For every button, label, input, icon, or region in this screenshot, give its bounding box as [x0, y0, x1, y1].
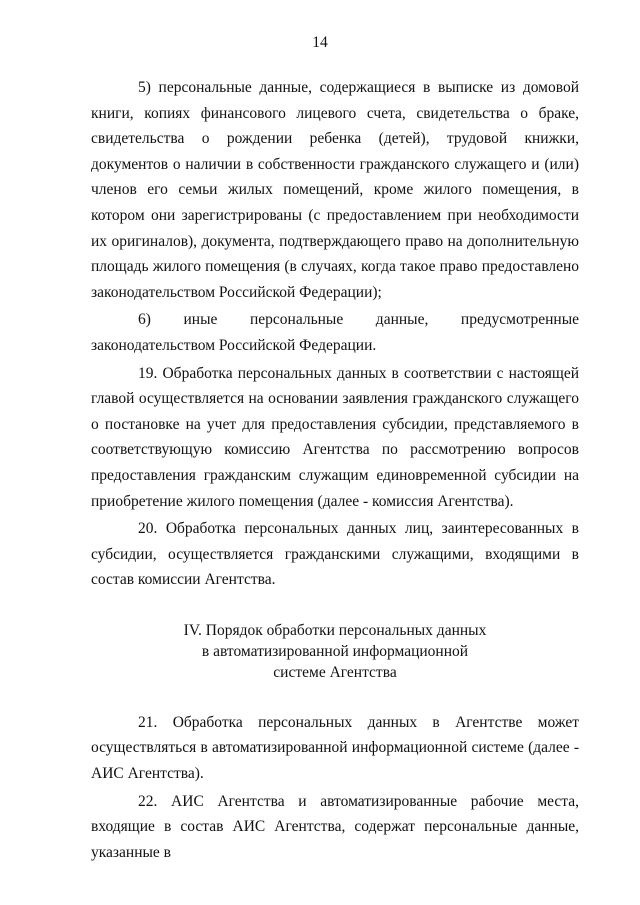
paragraph-item-5: 5) персональные данные, содержащиеся в выписке из домовой книги, копиях финансового лицевого счета, свидетельства о браке, свидетельства о рождении ребенка (детей), трудовой книжки, документов о наличии в собственности гражданского служащего и (или) членов его семьи жилых помещений, кроме жилого помещения, в котором они зарегистрированы (с предоставлением при необходимости их оригиналов), документа, подтверждающего право на дополнительную площадь жилого помещения (в случаях, когда такое право предоставлено законодательством Российской Федерации);	[91, 79, 579, 301]
document-body	[91, 75, 579, 867]
section-heading-line-1: IV. Порядок обработки персональных данных	[183, 621, 487, 639]
paragraph-item-6: 6) иные персональные данные, предусмотренные законодательством Российской Федерации.	[91, 311, 579, 354]
paragraph-22: 22. АИС Агентства и автоматизированные рабочие места, входящие в состав АИС Агентства, содержат персональные данные, указанные в	[91, 792, 579, 861]
section-heading-line-2: в автоматизированной информационной	[201, 642, 469, 660]
section-heading-line-3: системе Агентства	[273, 663, 397, 681]
paragraph-19: 19. Обработка персональных данных в соответствии с настоящей главой осуществляется на основании заявления гражданского служащего о постановке на учет для предоставления субсидии, представляемого в соответствующую комиссию Агентства по рассмотрению вопросов предоставления гражданским служащим единовременной субсидии на приобретение жилого помещения (далее - комиссия Агентства).	[91, 364, 579, 510]
page-number: 14	[312, 34, 328, 51]
paragraph-21: 21. Обработка персональных данных в Агентстве может осуществляться в автоматизированной информационной системе (далее - АИС Агентства).	[91, 713, 579, 783]
paragraph-20: 20. Обработка персональных данных лиц, заинтересованных в субсидии, осуществляется гражданскими служащими, входящими в состав комиссии Агентства.	[91, 520, 579, 589]
section-heading	[91, 620, 579, 683]
